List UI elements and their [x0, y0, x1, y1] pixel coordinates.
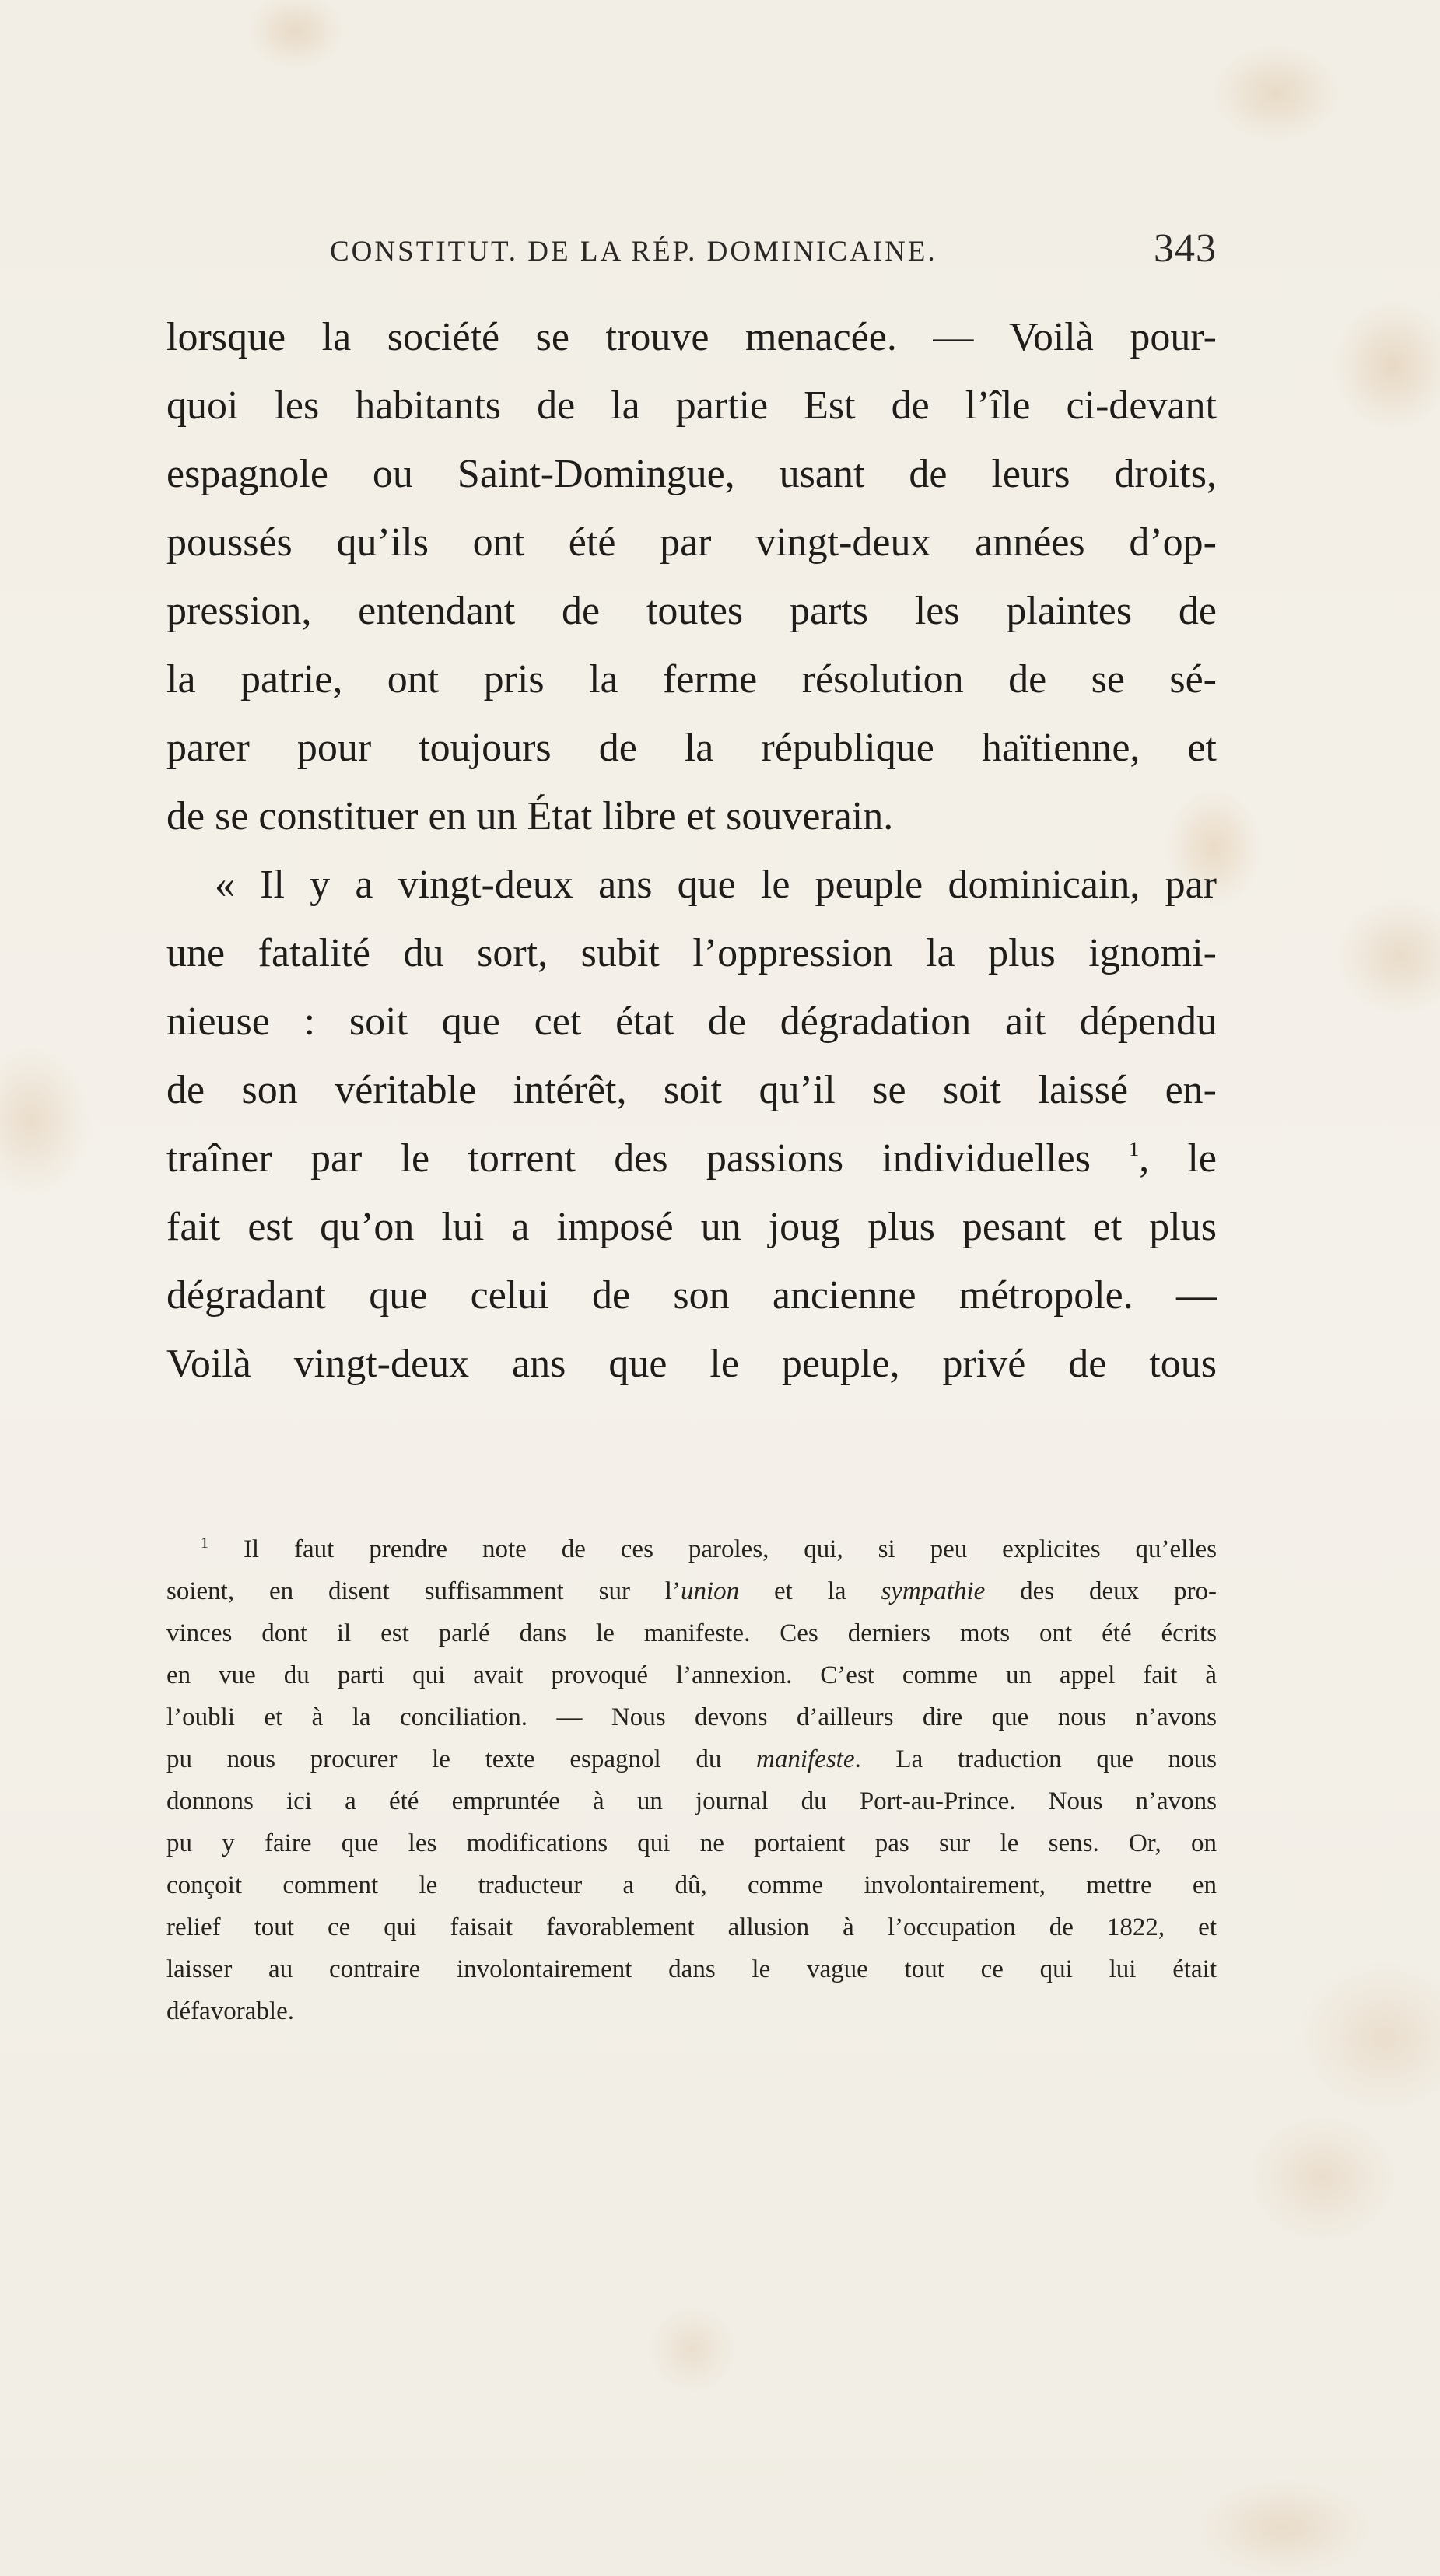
- footnote-line: [166, 1528, 1217, 1570]
- footnote-line: pu y faire que les modifications qui ne portaient pas sur le sens. Or, on: [166, 1829, 1217, 1857]
- text-fragment-italic: manifeste: [756, 1745, 855, 1773]
- text-fragment: , le: [1139, 1136, 1217, 1181]
- text-fragment: Il faut prendre note de ces paroles, qui, si peu explicites qu’elles: [243, 1535, 1217, 1563]
- text-line: pression, entendant de toutes parts les plaintes de: [166, 589, 1217, 633]
- running-title: CONSTITUT. DE LA RÉP. DOMINICAINE.: [330, 236, 937, 268]
- footnote-line: vinces dont il est parlé dans le manifeste. Ces derniers mots ont été écrits: [166, 1619, 1217, 1647]
- running-head: [166, 226, 1217, 280]
- footnote-line: en vue du parti qui avait provoqué l’annexion. C’est comme un appel fait à: [166, 1661, 1217, 1689]
- footnote-line: défavorable.: [166, 1997, 294, 2025]
- text-line: espagnole ou Saint-Domingue, usant de leurs droits,: [166, 452, 1217, 496]
- text-line: de son véritable intérêt, soit qu’il se soit laissé en-: [166, 1068, 1217, 1112]
- text-line: fait est qu’on lui a imposé un joug plus pesant et plus: [166, 1205, 1217, 1249]
- text-line: de se constituer en un État libre et souverain.: [166, 794, 894, 838]
- text-fragment: traîner par le torrent des passions individuelles: [166, 1136, 1091, 1181]
- text-fragment-italic: sympathie: [881, 1577, 986, 1605]
- footnote-line: laisser au contraire involontairement dans le vague tout ce qui lui était: [166, 1955, 1217, 1983]
- text-fragment: . La traduction que nous: [854, 1745, 1217, 1773]
- text-line: nieuse : soit que cet état de dégradation ait dépendu: [166, 999, 1217, 1044]
- text-fragment: soient, en disent suffisamment sur l’: [166, 1577, 681, 1605]
- text-line: lorsque la société se trouve menacée. — Voilà pour-: [166, 315, 1217, 359]
- footnote: [166, 1528, 1217, 2032]
- text-line: poussés qu’ils ont été par vingt-deux années d’op-: [166, 520, 1217, 565]
- text-line: la patrie, ont pris la ferme résolution de se sé-: [166, 657, 1217, 702]
- footnote-line: [166, 1570, 1217, 1612]
- text-line: « Il y a vingt-deux ans que le peuple dominicain, par: [215, 863, 1217, 907]
- text-fragment: des deux pro-: [985, 1577, 1217, 1605]
- page-number: 343: [1154, 226, 1217, 271]
- text-fragment: et la: [739, 1577, 881, 1605]
- text-line: une fatalité du sort, subit l’oppression la plus ignomi-: [166, 931, 1217, 975]
- footnote-line: donnons ici a été empruntée à un journal du Port-au-Prince. Nous n’avons: [166, 1787, 1217, 1815]
- footnote-marker: 1: [201, 1535, 208, 1552]
- footnote-line: relief tout ce qui faisait favorablement allusion à l’occupation de 1822, et: [166, 1913, 1217, 1941]
- text-line: quoi les habitants de la partie Est de l’île ci-devant: [166, 383, 1217, 428]
- footnote-line: l’oubli et à la conciliation. — Nous devons d’ailleurs dire que nous n’avons: [166, 1703, 1217, 1731]
- text-fragment-italic: union: [680, 1577, 740, 1605]
- text-line: parer pour toujours de la république haïtienne, et: [166, 726, 1217, 770]
- text-line: dégradant que celui de son ancienne métropole. —: [166, 1273, 1217, 1318]
- footnote-line: [166, 1738, 1217, 1780]
- footnote-reference: 1: [1129, 1138, 1140, 1160]
- text-line-with-note: [166, 1125, 1217, 1193]
- main-text: [166, 303, 1217, 1398]
- footnote-line: conçoit comment le traducteur a dû, comme involontairement, mettre en: [166, 1871, 1217, 1899]
- text-fragment: pu nous procurer le texte espagnol du: [166, 1745, 757, 1773]
- text-line: Voilà vingt-deux ans que le peuple, privé de tous: [166, 1342, 1217, 1386]
